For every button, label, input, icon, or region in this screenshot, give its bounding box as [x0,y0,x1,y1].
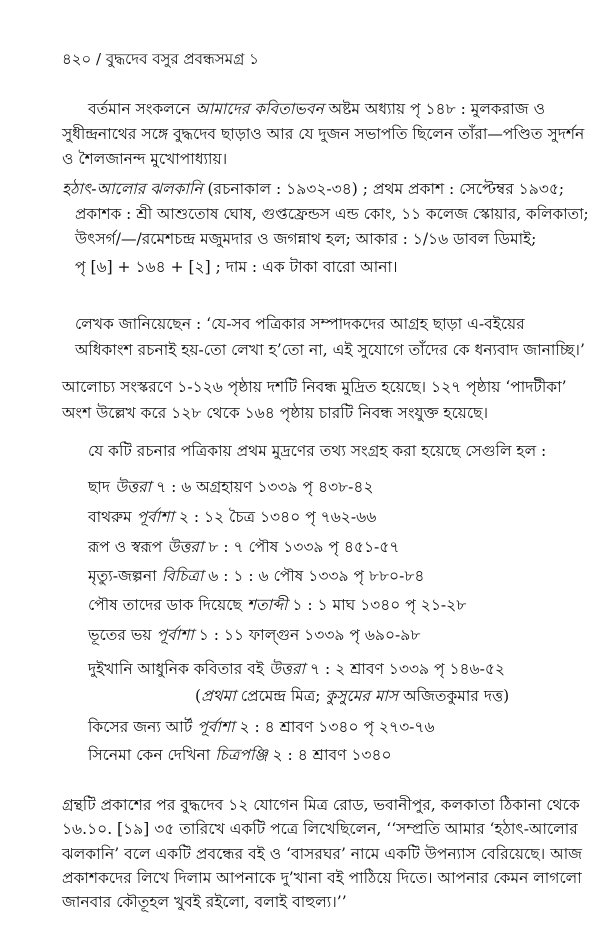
text-run: ঝলকানি’ বলে একটি প্রবন্ধের বই ও ‘বাসরঘর’ নামে একটি উপন্যাস বেরিয়েছে। আজ [62,845,583,863]
text-run: পৌষ তাদের ডাক দিয়েছে [88,596,247,614]
text-run: ও শৈলজানন্দ মুখোপাধ্যায়। [62,150,228,168]
text-run: পৃ [৬] + ১৬৪ + [২] ; দাম : এক টাকা বারো আনা। [75,258,398,276]
text-run: ৭ : ২ শ্রাবণ ১৩৩৯ পৃ ১৪৬-৫২ [305,660,506,678]
text-line [62,403,488,423]
text-run: উৎসর্গ/—/রমেশচন্দ্র মজুমদার ও জগন্নাথ হল; আকার : ১/১৬ ডাবল ডিমাই; [75,230,537,248]
list-item [88,507,376,527]
text-run: ৮ : ৭ পৌষ ১৩৩৯ পৃ ৪৫১-৫৭ [203,538,400,556]
text-run: বর্তমান সংকলনে [88,100,196,118]
text-run: ২ : ৪ শ্রাবণ ১৩৪০ পৃ ২৭৩-৭৬ [234,718,435,736]
italic-title: পূর্বাশা [197,718,235,736]
italic-title: চিত্রপঞ্জি [215,746,268,764]
running-header: ৪২০ / বুদ্ধদেব বসুর প্রবন্ধসমগ্র ১ [62,50,259,68]
text-run: ১৬.১০. [১৯] ৩৫ তারিখে একটি পত্রে লিখেছিলেন, ‘‘সম্প্রতি আমার ‘হঠাৎ-আলোর [62,820,578,838]
text-run: অষ্টম অধ্যায় পৃ ১৪৮ : মুলকরাজ ও [323,100,545,118]
text-run: অধিকাংশ রচনাই হয়-তো লেখা হ’তো না, এই সুযোগে তাঁদের কে ধন্যবাদ জানাচ্ছি।’ [75,341,585,359]
text-line [88,99,545,119]
text-run: জানবার কৌতূহল খুবই রইলো, বলাই বাহুল্য।’’ [62,893,347,911]
text-line [62,124,584,144]
italic-title: শতাব্দী [246,596,288,614]
text-run: বাথরুম [88,508,137,526]
text-run: ১ : ১১ ফাল্গুন ১৩৩৯ পৃ ৬৯০-৯৮ [193,626,421,644]
italic-title: বিচিত্রা [161,567,204,585]
italic-title: পূর্বাশা [156,626,194,644]
text-line [62,819,578,839]
text-run: রূপ ও স্বরূপ [88,538,168,556]
text-line [62,795,580,815]
text-run: অংশ উল্লেখ করে ১২৮ থেকে ১৬৪ পৃষ্ঠায় চারটি নিবন্ধ সংযুক্ত হয়েছে। [62,404,489,422]
list-item [88,537,399,557]
italic-title: আমাদের কবিতাভবন [195,100,324,118]
text-run: আলোচ্য সংস্করণে ১-১২৬ পৃষ্ঠায় দশটি নিবন্ধ মুদ্রিত হয়েছে। ১২৭ পৃষ্ঠায় ‘পাদটীকা’ [62,378,567,396]
italic-title: পূর্বাশা [136,508,174,526]
text-run: ছাদ [88,478,115,496]
text-run: ২ : ৪ শ্রাবণ ১৩৪০ [267,746,392,764]
text-line [62,377,567,397]
list-item [195,686,509,706]
italic-title: কুসুমের মাস [325,687,399,705]
text-run: ১ : ১ মাঘ ১৩৪০ পৃ ২১-২৮ [287,596,467,614]
text-run: ৭ : ৬ অগ্রহায়ণ ১৩৩৯ পৃ ৪৩৮-৪২ [151,478,374,496]
text-run: ২ : ১২ চৈত্র ১৩৪০ পৃ ৭৬২-৬৬ [173,508,377,526]
text-run: প্রকাশক : শ্রী আশুতোষ ঘোষ, গুপ্তফ্রেন্ডস এন্ড কোং, ১১ কলেজ স্কোয়ার, কলিকাতা; [75,205,589,223]
italic-title: উত্তরা [167,538,204,556]
text-line [62,892,347,912]
text-line [75,257,398,277]
text-run: লেখক জানিয়েছেন : ‘যে-সব পত্রিকার সম্পাদকদের আগ্রহ ছাড়া এ-বইয়ের [75,315,525,333]
text-line [75,340,585,360]
list-item [88,745,392,765]
list-item [88,595,466,615]
text-run: প্রকাশকদের লিখে দিলাম আপনাকে দু’খানা বই পাঠিয়ে দিতে। আপনার কেমন লাগলো [62,869,582,887]
text-line [62,844,582,864]
italic-title: উত্তরা [268,660,306,678]
text-run: (রচনাকাল : ১৯৩২-৩৪) ; প্রথম প্রকাশ : সেপ্টেম্বর ১৯৩৫; [202,180,565,198]
text-run: ( [195,687,202,705]
list-item [88,659,505,679]
list-item [88,477,374,497]
text-run: কিসের জন্য আর্ট [88,718,198,736]
text-run: ৬ : ১ : ৬ পৌষ ১৩৩৯ পৃ ৮৮০-৮৪ [203,567,425,585]
italic-title: উত্তরা [114,478,152,496]
italic-title: প্রথমা [201,687,236,705]
text-line [75,204,589,224]
text-line [62,868,582,888]
list-item [88,625,420,645]
list-item [88,717,435,737]
text-line [62,179,564,199]
list-intro [88,441,546,461]
text-line [62,149,227,169]
text-run: যে কটি রচনার পত্রিকায় প্রথম মুদ্রণের তথ্য সংগ্রহ করা হয়েছে সেগুলি হল : [88,442,547,460]
text-run: গ্রন্থটি প্রকাশের পর বুদ্ধদেব ১২ যোগেন মিত্র রোড, ভবানীপুর, কলকাতা ঠিকানা থেকে [62,796,580,814]
text-run: মৃত্যু-জল্পনা [88,567,162,585]
text-run: ভূতের ভয় [88,626,157,644]
text-line [75,229,536,249]
text-run: সিনেমা কেন দেখিনা [88,746,216,764]
text-run: দুইখানি আধুনিক কবিতার বই [88,660,269,678]
text-run: প্রেমেন্দ্র মিত্র; [235,687,326,705]
italic-title: হঠাৎ-আলোর ঝলকানি [62,180,203,198]
text-run: অজিতকুমার দত্ত) [398,687,510,705]
list-item [88,566,424,586]
text-run: সুধীন্দ্রনাথের সঙ্গে বুদ্ধদেব ছাড়াও আর যে দুজন সভাপতি ছিলেন তাঁরা—পণ্ডিত সুদর্শন [62,125,585,143]
text-line [75,314,525,334]
